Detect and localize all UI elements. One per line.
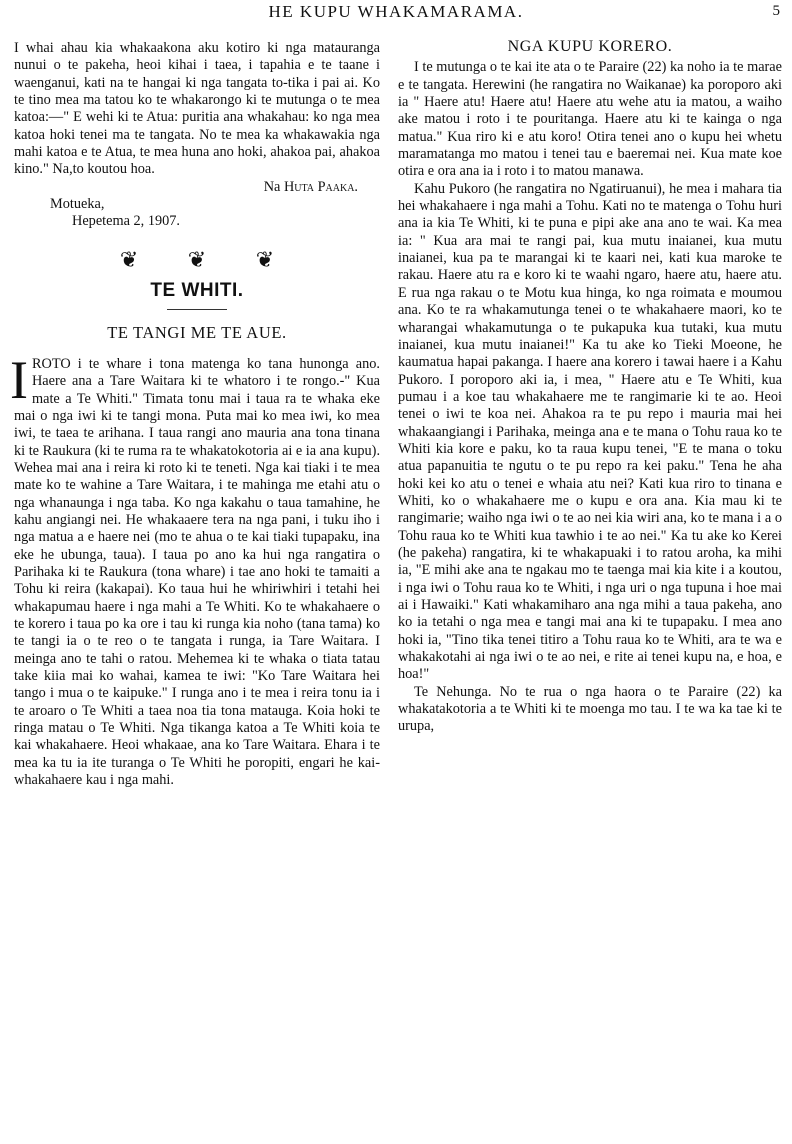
right-column <box>398 40 782 736</box>
drop-cap: I <box>10 349 28 410</box>
signature-name: Huta Paaka. <box>283 178 358 195</box>
running-head <box>0 0 792 20</box>
section-title: TE WHITI. <box>150 280 244 302</box>
article-body <box>10 349 381 790</box>
section-subtitle: TE TANGI ME TE AUE. <box>107 323 287 343</box>
fleuron-ornaments: ❦ ❦ ❦ <box>119 246 297 272</box>
left-column <box>10 40 381 789</box>
signature-prefix: Na <box>263 178 281 195</box>
column-heading: NGA KUPU KORERO. <box>507 38 673 55</box>
letter-body: I whai ahau kia whakaakona aku kotiro ki nga matauranga nunui o te pakeha, heoi kihai i taea, i tapahia e te taane i waenganui, kati na te hangai ki nga tangata to-tika i pai ai. Ko te tino mea ma tatou ko te whakarongo ki te mutunga o te mea katoa:—" E wehi ki te Atua: puritia ana whakahau: ko nga mea katoa hoki tenei ma te tangata. No te mea ka whakawakia nga mahi katoa e te Atua, te mea huna ano hoki, ahakoa pai, ahakoa kino." Na,to koutou hoa. <box>14 40 380 178</box>
letter-date: Hepetema 2, 1907. <box>72 213 180 230</box>
signature <box>14 179 380 196</box>
letter-place: Motueka, <box>50 196 105 213</box>
title-rule <box>167 309 227 310</box>
running-head-title: HE KUPU WHAKAMARAMA. <box>268 2 524 21</box>
article-text: ROTO i te whare i tona matenga ko tana hunonga ano. Haere ana a Tare Waitara ki te whatoro i te rongo.-" Kua mate a Te Whiti." Timata tonu mai i taua ra te whaka eke mai o nga iwi ki te tangi mona. Puta mai ko mea iwi, ko mea iwi, te taea te arihana. I taua rangi ano mauria ana tona tinana ki te Raukura (ki te ruma ra te whakatokotoria ai e ia ana kupu). Wehea mai ana i reira ki roto ki te teneti. Nga kai tiaki i te mea mate ko te wahine a Tare Waitara, i te mahinga me etahi atu o nga whanaunga i nga taba. Ko nga kakahu o taua tamahine, he kahu angiangi nei. He whakaaere tera na nga pani, i tuku iho i nga matua a e haere nei (mo te ahua o te kai tiaki tupapaku, ina eke he ubunga, taua). I taua po ano ka hui nga rangatira o Parihaka ki te Raukura (tona whare) i tae ano hoki te tamaiti a Tohu ki reira (kakapai). Ko taua hui he whiriwhiri i tetahi hei whakapumau haere i nga mahi a Te Whiti. Ko te whakahaere o te korero i taua po ka ore i tau ki runga kia noho (tana tama) ko te tangi ia o te reo o te tangata i runga, ia Tare Waitara. I meinga ano te tahi o ratou. Mehemea ki te whaka o tiata tatau take kiia mai ko wahai, kamea te iwi: "Ko Tare Waitara hei tango i mua o te kaipuke." I runga ano i te mea i reira tonu ia i te aroaro o Te Whiti a taea noa tia tona matauga. Koia hoki te ringa matau o Te Whiti. Nga tikanga katoa a Te Whiti koia te kai whakahaere. Heoi whakaae, ana ko Tare Waitara. Ehara i te mea ka tu ia ite turanga o Te Whiti he poropiti, engari he kai-whakahaere kau i nga mahi. <box>14 355 381 789</box>
paragraph-herewini: I te mutunga o te kai ite ata o te Paraire (22) ka noho ia te marae e te tangata. Herewini (he rangatira no Waikanae) ka poroporo aki ia " Haere atu! Haere atu! Haere atu wehe atu ia matou, a waiho ake matou i roto i te pouritanga. Haere atu ki te kainga o nga matua." Kua riro ki e atu koro! Otira tenei ano o kupu hei whetu maramatanga mo matou i tenei tau e baeremai nei. Kua mate koe otira e ora ana ia i roto i to matou manawa. <box>398 59 782 180</box>
paragraph-kahu-pukoro: Kahu Pukoro (he rangatira no Ngatiruanui), he mea i mahara tia hei whakahaere i nga mahi a Tohu. Kati no te matenga o Tohu huri ana ia kia Te Whiti, ki te puna e pipi ake ana ano te wai. Ka mea ia: " Kua ara mai te rangi pai, kua mutu inaianei, kua mutu inaianei, kua pa te marangai ki te kaari nei, kati kua maroke te rakau. Haere atu ra e koro ki te waahi ngaro, haere atu, haere atu. E rua nga rakau o te Motu kua hinga, ko nga roimata e moumou ana. Ko te ra whakamutunga tenei o te whakahaere maori, ko te wharangai whakamutunga o te pukapuka kua tutaki, kua mutu inaianei, kua mutu inaianei!" Ka tu ake ko Tieki Moeone, he kaumatua hapai pakanga. I haere ana korero i tawai haere i a Kahu Pukoro. I poroporo aki ia, i mea, " Haere atu e Te Whiti, kua pumau i a koe tau whakahaere me te rangimarie ki te ao. Heoi tenei o iwi te koa nei. Ahakoa ra te pu repo i mauria mai hei whakaangiangi i Parihaka, meinga ana e te mana o Tohu raua ko te Whiti kia kore e paku, ko ta raua kupu tenei, "E te mana o toku atua papanuitia te ngutu o te pu repo ra kei paku." Tena he aha hoki kei ko atu o tenei e whaia atu nei? Kati kua riro to tinana e Whiti, ko o whakahaere me o kupu e ora ana. Kia mau ki te rangimarie; waiho nga iwi o te ao nei kia wiri ana, ko te mana i a o Tohu raua ko te Whiti kua tawhio i te ao nei." Ka tu ake ko Kerei (he pakeha) rangatira, ki te whakapuaki i to ratou aroha, ka mihi ia, "E mihi ake ana te ngakau mo te taenga mai kia kite i a koutou, i nga iwi o Tohu raua ko te Whiti, i nga uri o nga tupuna i hoe mai ai i Hawaiki." Kati whakamiharo ana nga mihi a taua pakeha, ano ko ia tetahi o nga mea e tangi mai ana ki te tupapaku. I mea ano hoki ia, "Tino tika tenei titiro a Tohu raua ko te Whiti, ara te wa e whakakotahi ai nga iwi o te ao nei, e rite ai tenei kupu na, e hoa, e hoa!" <box>398 180 782 683</box>
page-number: 5 <box>772 3 780 19</box>
paragraph-te-nehunga: Te Nehunga. No te rua o nga haora o te Paraire (22) ka whakatakotoria a te Whiti ki te moenga mo tau. I te wa ka tae ki te urupa, <box>398 683 782 735</box>
